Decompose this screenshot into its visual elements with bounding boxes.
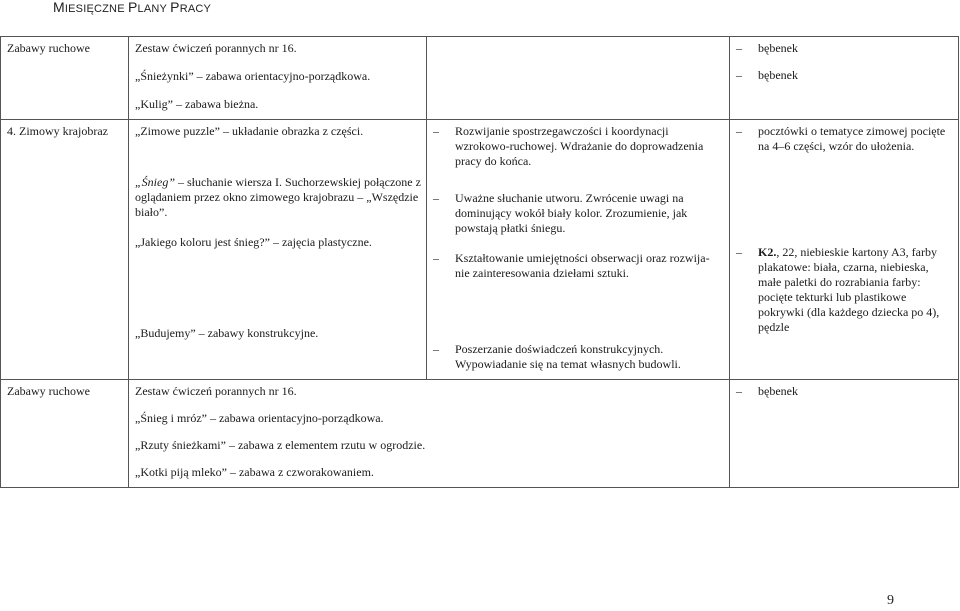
page-number: 9: [887, 593, 894, 608]
dash-bullet: –: [433, 251, 439, 265]
material-text: pocięte tekturki lub plastikowe: [758, 290, 907, 304]
objective-text: powstają płatki śniegu.: [455, 221, 566, 235]
material-text: na 4–6 części, wzór do ułożenia.: [758, 139, 915, 153]
activity-item: „Zimowe puzzle” – układanie obrazka z części.: [135, 124, 364, 138]
dash-bullet: –: [433, 191, 439, 205]
dash-bullet: –: [736, 41, 742, 55]
material-text: małe paletki do rozrabiania farby:: [758, 275, 921, 289]
objective-text: Wypowiadanie się na temat własnych budowli.: [455, 357, 681, 371]
section-cell: [1, 37, 129, 120]
section-label: Zabawy ruchowe: [7, 384, 90, 398]
materials-cell: [730, 380, 959, 488]
activity-item: „Śnieżynki” – zabawa orientacyjno-porządkowa.: [135, 69, 371, 83]
activities-cell: [129, 37, 427, 120]
objective-item: [433, 251, 723, 281]
activity-item: „Kotki piją mleko” – zabawa z czworakowaniem.: [135, 465, 374, 479]
material-code: K2.: [758, 245, 777, 259]
objective-text: nie zainteresowania dziełami sztuki.: [455, 266, 629, 280]
material-text: plakatowe: biała, czarna, niebieska,: [758, 260, 929, 274]
header-text-2: LANY: [137, 3, 171, 15]
material-item: bębenek: [758, 41, 798, 55]
activity-item: „Budujemy” – zabawy konstrukcyjne.: [135, 326, 319, 340]
objectives-cell: [427, 120, 730, 380]
dash-bullet: –: [736, 124, 742, 138]
dash-bullet: –: [736, 384, 742, 398]
section-cell: [1, 380, 129, 488]
section-label: Zabawy ruchowe: [7, 41, 90, 55]
objective-text: Uważne słuchanie utworu. Zwrócenie uwagi na: [455, 191, 684, 205]
objective-text: Rozwijanie spostrzegawczości i koordynacji: [455, 124, 669, 138]
objective-text: Poszerzanie doświadczeń konstrukcyjnych.: [455, 342, 664, 356]
material-item: bębenek: [758, 68, 798, 82]
header-text-1: IESIĘCZNE: [64, 3, 128, 15]
table-row: [1, 380, 959, 488]
objective-text: Kształtowanie umiejętności obserwacji oraz rozwija-: [455, 251, 710, 265]
activities-cell: [129, 380, 730, 488]
objective-text: dominujący wokół biały kolor. Zrozumienie, jak: [455, 206, 688, 220]
materials-cell: [730, 120, 959, 380]
objective-text: wzrokowo-ruchowej. Wdrażanie do doprowadzenia: [455, 139, 704, 153]
objective-item: [433, 124, 723, 169]
section-label: 4. Zimowy krajobraz: [7, 124, 108, 138]
plan-table: [0, 36, 959, 488]
table-row: [1, 37, 959, 120]
material-text: pędzle: [758, 320, 790, 334]
activity-item: [135, 175, 420, 220]
dash-bullet: –: [736, 68, 742, 82]
objective-item: [433, 191, 723, 236]
dash-bullet: –: [433, 342, 439, 356]
material-item: bębenek: [758, 384, 798, 398]
activity-text: biało”.: [135, 205, 168, 219]
dash-bullet: –: [736, 245, 742, 259]
activity-item: „Rzuty śnieżkami” – zabawa z elementem rzutu w ogrodzie.: [135, 438, 426, 452]
section-cell: [1, 120, 129, 380]
activity-item: „Śnieg i mróz” – zabawa orientacyjno-porządkowa.: [135, 411, 384, 425]
activity-item: „Jakiego koloru jest śnieg?” – zajęcia plastyczne.: [135, 235, 372, 249]
activity-item: Zestaw ćwiczeń porannych nr 16.: [135, 384, 297, 398]
objective-text: pracy do końca.: [455, 154, 532, 168]
dash-bullet: –: [433, 124, 439, 138]
material-text: pokrywki (dla każdego dziecka po 4),: [758, 305, 940, 319]
header-letter-p2: P: [170, 0, 180, 15]
activity-item: Zestaw ćwiczeń porannych nr 16.: [135, 41, 297, 55]
objective-item: [433, 342, 723, 372]
header-letter-m: M: [53, 0, 65, 15]
activity-item: „Kulig” – zabawa bieżna.: [135, 97, 259, 111]
activities-cell: [129, 120, 427, 380]
material-text: , 22, niebieskie kartony A3, farby: [776, 245, 937, 259]
header-letter-p1: P: [128, 0, 138, 15]
material-item: [736, 124, 952, 154]
material-text: pocztówki o tematyce zimowej pocięte: [758, 124, 946, 138]
header-text-3: RACY: [179, 3, 212, 15]
materials-cell: [730, 37, 959, 120]
objectives-cell: [427, 37, 730, 120]
poem-title: „Śnieg”: [135, 175, 176, 189]
material-item: [736, 245, 952, 335]
table-row: [1, 120, 959, 380]
activity-text: oglądaniem przez okno zimowego krajobrazu – „Wszędzie: [135, 190, 419, 204]
activity-text: – słuchanie wiersza I. Suchorzewskiej połączone z: [175, 175, 421, 189]
page-header: [53, 0, 211, 17]
